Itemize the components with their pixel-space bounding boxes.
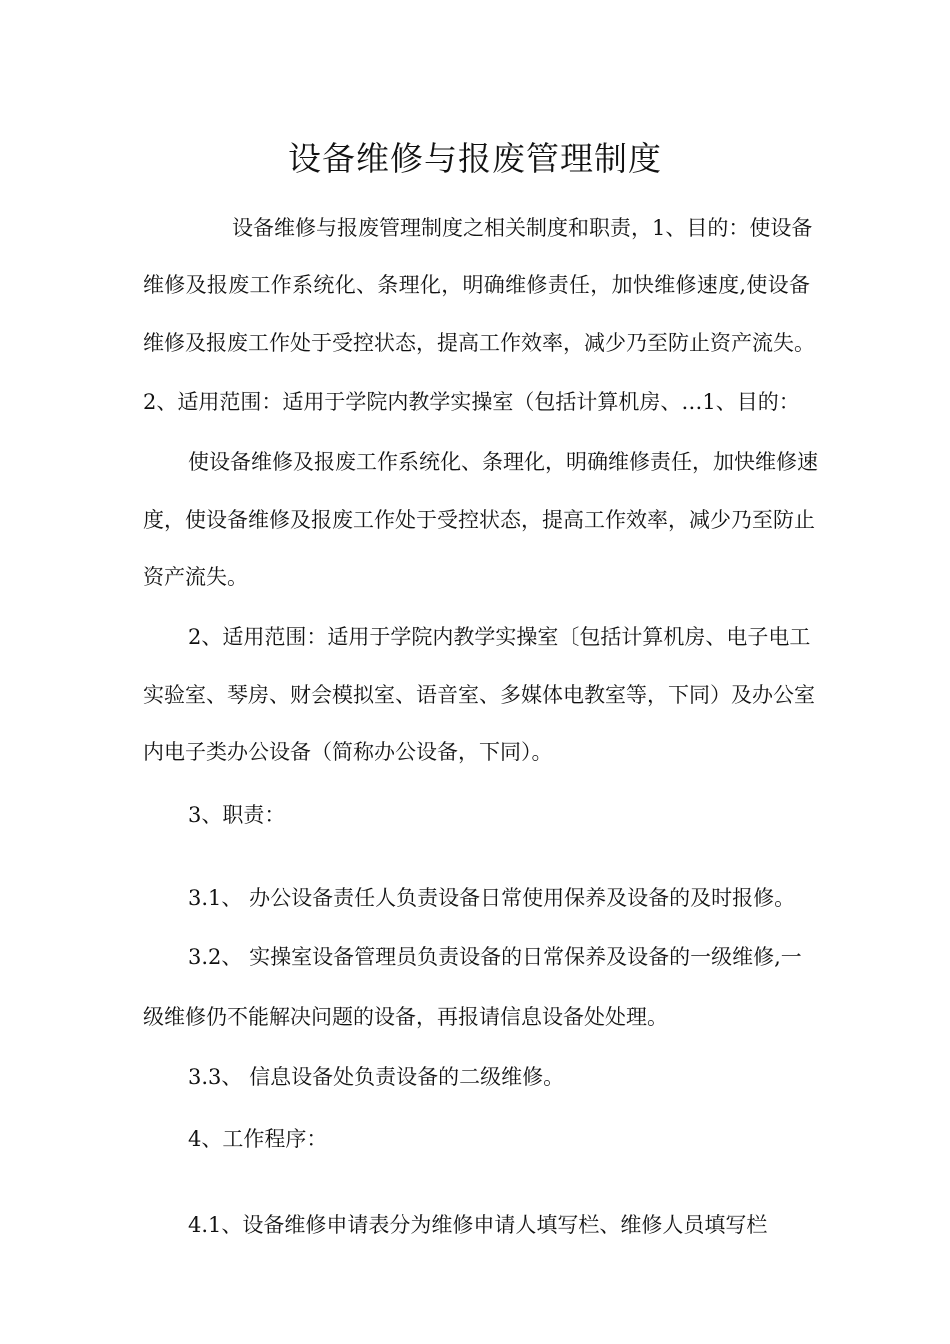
- paragraph-line: 3.3、 信息设备处负责设备的二级维修。: [188, 1065, 565, 1089]
- section-heading: 4、工作程序：: [188, 1127, 328, 1151]
- paragraph-line: 设备维修与报废管理制度之相关制度和职责，1、目的：使设备: [232, 216, 813, 240]
- paragraph-line: 维修及报废工作处于受控状态，提高工作效率，减少乃至防止资产流失。: [143, 331, 815, 355]
- paragraph-line: 维修及报废工作系统化、条理化，明确维修责任，加快维修速度,使设备: [143, 273, 810, 297]
- paragraph-line: 使设备维修及报废工作系统化、条理化，明确维修责任，加快维修速: [188, 450, 818, 474]
- paragraph-line: 度，使设备维修及报废工作处于受控状态，提高工作效率，减少乃至防止: [143, 508, 815, 532]
- paragraph-line: 4.1、设备维修申请表分为维修申请人填写栏、维修人员填写栏: [188, 1213, 768, 1237]
- document-title: 设备维修与报废管理制度: [288, 139, 662, 178]
- paragraph-line: 2、适用范围：适用于学院内教学实操室（包括计算机房、…1、目的：: [143, 390, 800, 414]
- paragraph-line: 2、适用范围：适用于学院内教学实操室〔包括计算机房、电子电工: [188, 625, 811, 649]
- paragraph-line: 3.2、 实操室设备管理员负责设备的日常保养及设备的一级维修,一: [188, 945, 802, 969]
- section-heading: 3、职责：: [188, 803, 286, 827]
- paragraph-line: 3.1、 办公设备责任人负责设备日常使用保养及设备的及时报修。: [188, 886, 796, 910]
- paragraph-line: 内电子类办公设备（简称办公设备，下同）。: [143, 740, 553, 764]
- paragraph-line: 实验室、琴房、财会模拟室、语音室、多媒体电教室等，下同）及办公室: [143, 683, 815, 707]
- paragraph-line: 资产流失。: [143, 565, 248, 589]
- paragraph-line: 级维修仍不能解决问题的设备，再报请信息设备处处理。: [143, 1005, 668, 1029]
